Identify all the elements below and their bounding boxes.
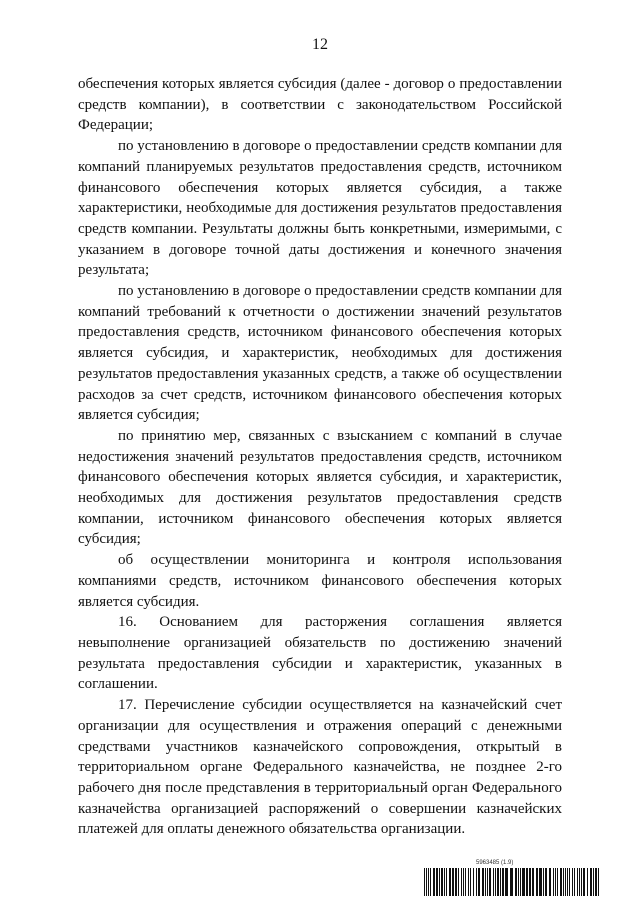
page-number: 12 xyxy=(312,36,328,53)
paragraph-monitoring: об осуществлении мониторинга и контроля использования компаниями средств, источником финансового обеспечения которых является субсидия. xyxy=(78,552,562,610)
paragraph-reporting-requirements: по установлению в договоре о предоставлении средств компании для компаний требований к отчетности о достижении значений результатов предоставления средств, источником финансового обеспечения которых является субсидия, и характеристик, необходимых для достижения результатов предоставления указанных средств, а также об осуществлении расходов за счет средств, источником финансового обеспечения которых является субсидия; xyxy=(78,283,562,424)
paragraph-clause-16: 16. Основанием для расторжения соглашения является невыполнение организацией обязательств по достижению значений результата предоставления субсидии и характеристик, указанных в соглашении. xyxy=(78,614,562,693)
paragraph-planned-results: по установлению в договоре о предоставлении средств компании для компаний планируемых результатов предоставления средств, источником финансового обеспечения которых является субсидия, а также характеристики, необходимые для достижения результатов предоставления средств компании. Результаты должны быть конкретными, измеримыми, с указанием в договоре точной даты достижения и конечного значения результата; xyxy=(78,138,562,279)
document-body xyxy=(78,74,562,840)
document-code-label: 5963485 (1.9) xyxy=(476,860,514,866)
paragraph-clause-17: 17. Перечисление субсидии осуществляется на казначейский счет организации для осуществления и отражения операций с денежными средствами участников казначейского сопровождения, открытый в территориальном органе Федерального казначейства, не позднее 2-го рабочего дня после представления в территориальный орган Федерального казначейства организацией распоряжений о совершении казначейских платежей для оплаты денежного обязательства организации. xyxy=(78,697,562,838)
document-barcode-block xyxy=(424,860,600,896)
paragraph-recovery-measures: по принятию мер, связанных с взысканием с компаний в случае недостижения значений результатов предоставления средств, источником финансового обеспечения которых является субсидия, и характеристик, необходимых для достижения результатов предоставления средств компании, источником финансового обеспечения которых является субсидия; xyxy=(78,427,562,548)
paragraph-continuation: обеспечения которых является субсидия (далее - договор о предоставлении средств компании), в соответствии с законодательством Российской Федерации; xyxy=(78,76,562,134)
barcode-image xyxy=(424,868,600,896)
